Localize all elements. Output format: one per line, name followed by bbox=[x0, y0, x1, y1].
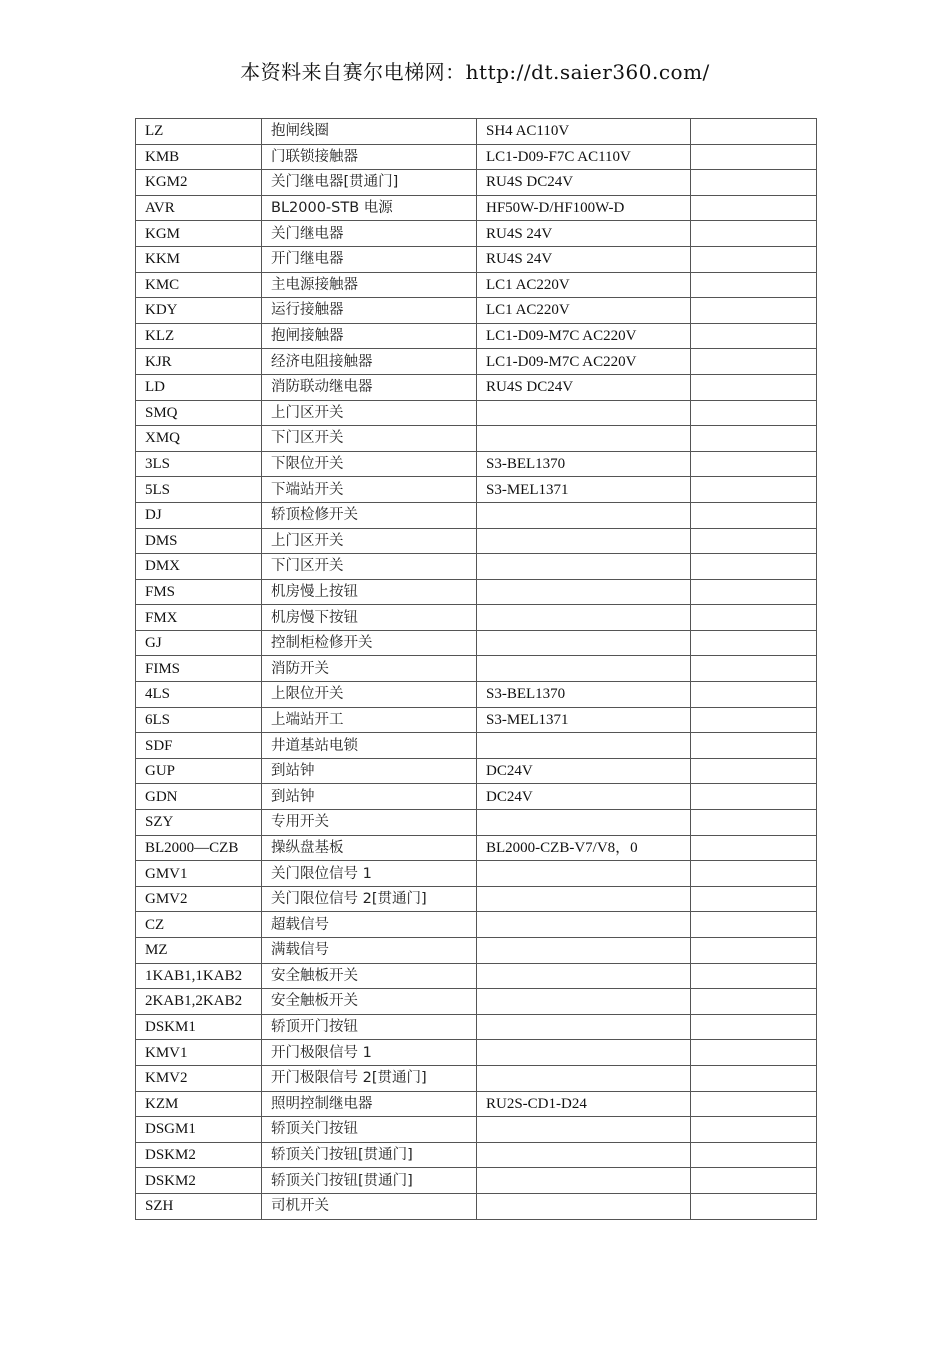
table-row bbox=[136, 221, 817, 247]
table-row bbox=[136, 1142, 817, 1168]
cell-note bbox=[691, 912, 817, 938]
cell-name: 轿顶关门按钮 bbox=[262, 1117, 477, 1143]
table-row bbox=[136, 1040, 817, 1066]
cell-code: KLZ bbox=[136, 323, 262, 349]
table-row bbox=[136, 502, 817, 528]
cell-code: DJ bbox=[136, 502, 262, 528]
cell-name: 下端站开关 bbox=[262, 477, 477, 503]
cell-name: BL2000-STB 电源 bbox=[262, 195, 477, 221]
cell-spec bbox=[477, 1014, 691, 1040]
cell-code: GDN bbox=[136, 784, 262, 810]
cell-spec: RU4S 24V bbox=[477, 246, 691, 272]
cell-note bbox=[691, 170, 817, 196]
cell-name: 安全触板开关 bbox=[262, 989, 477, 1015]
cell-name: 司机开关 bbox=[262, 1193, 477, 1219]
table-row bbox=[136, 1091, 817, 1117]
cell-name: 关门继电器[贯通门] bbox=[262, 170, 477, 196]
cell-note bbox=[691, 451, 817, 477]
cell-name: 轿顶关门按钮[贯通门] bbox=[262, 1168, 477, 1194]
cell-name: 到站钟 bbox=[262, 784, 477, 810]
cell-spec bbox=[477, 554, 691, 580]
table-row bbox=[136, 1014, 817, 1040]
cell-name: 照明控制继电器 bbox=[262, 1091, 477, 1117]
cell-code: SMQ bbox=[136, 400, 262, 426]
table-row bbox=[136, 272, 817, 298]
cell-code: DSKM2 bbox=[136, 1168, 262, 1194]
cell-code: BL2000—CZB bbox=[136, 835, 262, 861]
cell-code: 3LS bbox=[136, 451, 262, 477]
cell-spec bbox=[477, 1040, 691, 1066]
cell-spec: SH4 AC110V bbox=[477, 119, 691, 145]
cell-name: 井道基站电锁 bbox=[262, 733, 477, 759]
cell-name: 运行接触器 bbox=[262, 298, 477, 324]
cell-spec: RU2S-CD1-D24 bbox=[477, 1091, 691, 1117]
cell-name: 开门继电器 bbox=[262, 246, 477, 272]
table-row bbox=[136, 298, 817, 324]
cell-note bbox=[691, 195, 817, 221]
cell-name: 抱闸接触器 bbox=[262, 323, 477, 349]
cell-note bbox=[691, 221, 817, 247]
cell-code: DSKM1 bbox=[136, 1014, 262, 1040]
cell-note bbox=[691, 989, 817, 1015]
cell-spec bbox=[477, 528, 691, 554]
table-row bbox=[136, 246, 817, 272]
table-row bbox=[136, 938, 817, 964]
table-row bbox=[136, 144, 817, 170]
cell-spec: RU4S DC24V bbox=[477, 170, 691, 196]
table-row bbox=[136, 963, 817, 989]
cell-spec: RU4S 24V bbox=[477, 221, 691, 247]
cell-spec: S3-MEL1371 bbox=[477, 707, 691, 733]
cell-code: FMS bbox=[136, 579, 262, 605]
cell-spec: LC1-D09-F7C AC110V bbox=[477, 144, 691, 170]
cell-spec bbox=[477, 605, 691, 631]
cell-spec: HF50W-D/HF100W-D bbox=[477, 195, 691, 221]
cell-note bbox=[691, 1193, 817, 1219]
cell-spec bbox=[477, 1168, 691, 1194]
cell-code: SDF bbox=[136, 733, 262, 759]
cell-spec bbox=[477, 630, 691, 656]
cell-code: 4LS bbox=[136, 682, 262, 708]
cell-code: GMV2 bbox=[136, 886, 262, 912]
cell-code: GUP bbox=[136, 758, 262, 784]
cell-name: 超载信号 bbox=[262, 912, 477, 938]
cell-spec: DC24V bbox=[477, 758, 691, 784]
cell-name: 满载信号 bbox=[262, 938, 477, 964]
table-row bbox=[136, 119, 817, 145]
cell-note bbox=[691, 298, 817, 324]
cell-name: 开门极限信号 1 bbox=[262, 1040, 477, 1066]
cell-name: 安全触板开关 bbox=[262, 963, 477, 989]
table-row bbox=[136, 528, 817, 554]
cell-spec bbox=[477, 989, 691, 1015]
cell-name: 上门区开关 bbox=[262, 528, 477, 554]
cell-name: 关门继电器 bbox=[262, 221, 477, 247]
cell-code: MZ bbox=[136, 938, 262, 964]
cell-code: SZY bbox=[136, 810, 262, 836]
cell-spec bbox=[477, 400, 691, 426]
table-row bbox=[136, 810, 817, 836]
cell-name: 下门区开关 bbox=[262, 554, 477, 580]
cell-spec bbox=[477, 861, 691, 887]
cell-spec: LC1 AC220V bbox=[477, 298, 691, 324]
cell-spec bbox=[477, 1193, 691, 1219]
cell-note bbox=[691, 528, 817, 554]
cell-code: 5LS bbox=[136, 477, 262, 503]
cell-spec bbox=[477, 733, 691, 759]
cell-note bbox=[691, 682, 817, 708]
cell-note bbox=[691, 323, 817, 349]
table-row bbox=[136, 451, 817, 477]
cell-note bbox=[691, 707, 817, 733]
cell-note bbox=[691, 963, 817, 989]
component-table-container bbox=[135, 118, 816, 1220]
table-row bbox=[136, 656, 817, 682]
cell-note bbox=[691, 1014, 817, 1040]
cell-code: KGM2 bbox=[136, 170, 262, 196]
cell-code: LZ bbox=[136, 119, 262, 145]
cell-name: 主电源接触器 bbox=[262, 272, 477, 298]
cell-code: GJ bbox=[136, 630, 262, 656]
cell-name: 上限位开关 bbox=[262, 682, 477, 708]
cell-note bbox=[691, 1168, 817, 1194]
cell-spec: S3-BEL1370 bbox=[477, 451, 691, 477]
cell-note bbox=[691, 1142, 817, 1168]
cell-name: 抱闸线圈 bbox=[262, 119, 477, 145]
table-row bbox=[136, 784, 817, 810]
table-row bbox=[136, 554, 817, 580]
cell-spec bbox=[477, 1065, 691, 1091]
cell-code: GMV1 bbox=[136, 861, 262, 887]
page-header-source bbox=[0, 56, 950, 85]
cell-name: 专用开关 bbox=[262, 810, 477, 836]
cell-code: LD bbox=[136, 374, 262, 400]
table-row bbox=[136, 400, 817, 426]
cell-code: FIMS bbox=[136, 656, 262, 682]
cell-note bbox=[691, 656, 817, 682]
cell-code: CZ bbox=[136, 912, 262, 938]
cell-note bbox=[691, 119, 817, 145]
table-row bbox=[136, 912, 817, 938]
cell-spec bbox=[477, 426, 691, 452]
cell-code: 2KAB1,2KAB2 bbox=[136, 989, 262, 1015]
cell-spec bbox=[477, 963, 691, 989]
table-row bbox=[136, 682, 817, 708]
table-row bbox=[136, 323, 817, 349]
cell-code: KKM bbox=[136, 246, 262, 272]
cell-name: 机房慢上按钮 bbox=[262, 579, 477, 605]
cell-name: 机房慢下按钮 bbox=[262, 605, 477, 631]
table-row bbox=[136, 1117, 817, 1143]
cell-spec: DC24V bbox=[477, 784, 691, 810]
cell-name: 轿顶关门按钮[贯通门] bbox=[262, 1142, 477, 1168]
cell-code: SZH bbox=[136, 1193, 262, 1219]
cell-note bbox=[691, 784, 817, 810]
cell-spec bbox=[477, 938, 691, 964]
cell-code: KMB bbox=[136, 144, 262, 170]
cell-spec bbox=[477, 1117, 691, 1143]
cell-note bbox=[691, 246, 817, 272]
table-row bbox=[136, 374, 817, 400]
cell-note bbox=[691, 630, 817, 656]
table-row bbox=[136, 426, 817, 452]
cell-name: 下门区开关 bbox=[262, 426, 477, 452]
cell-name: 到站钟 bbox=[262, 758, 477, 784]
table-row bbox=[136, 1065, 817, 1091]
cell-name: 下限位开关 bbox=[262, 451, 477, 477]
cell-note bbox=[691, 554, 817, 580]
cell-note bbox=[691, 605, 817, 631]
cell-note bbox=[691, 1117, 817, 1143]
cell-code: DSKM2 bbox=[136, 1142, 262, 1168]
cell-name: 消防开关 bbox=[262, 656, 477, 682]
table-row bbox=[136, 835, 817, 861]
cell-name: 开门极限信号 2[贯通门] bbox=[262, 1065, 477, 1091]
cell-note bbox=[691, 374, 817, 400]
cell-name: 经济电阻接触器 bbox=[262, 349, 477, 375]
table-row bbox=[136, 349, 817, 375]
table-row bbox=[136, 733, 817, 759]
cell-name: 轿顶检修开关 bbox=[262, 502, 477, 528]
table-row bbox=[136, 861, 817, 887]
cell-spec: S3-MEL1371 bbox=[477, 477, 691, 503]
table-row bbox=[136, 758, 817, 784]
cell-code: KJR bbox=[136, 349, 262, 375]
cell-spec: LC1-D09-M7C AC220V bbox=[477, 323, 691, 349]
cell-spec: LC1-D09-M7C AC220V bbox=[477, 349, 691, 375]
cell-note bbox=[691, 502, 817, 528]
cell-spec bbox=[477, 502, 691, 528]
cell-code: KDY bbox=[136, 298, 262, 324]
cell-note bbox=[691, 938, 817, 964]
cell-note bbox=[691, 400, 817, 426]
cell-code: FMX bbox=[136, 605, 262, 631]
cell-note bbox=[691, 886, 817, 912]
table-row bbox=[136, 605, 817, 631]
cell-note bbox=[691, 810, 817, 836]
table-row bbox=[136, 579, 817, 605]
cell-note bbox=[691, 1065, 817, 1091]
cell-name: 控制柜检修开关 bbox=[262, 630, 477, 656]
cell-code: KZM bbox=[136, 1091, 262, 1117]
cell-note bbox=[691, 579, 817, 605]
cell-spec bbox=[477, 656, 691, 682]
cell-code: AVR bbox=[136, 195, 262, 221]
cell-note bbox=[691, 1091, 817, 1117]
table-row bbox=[136, 477, 817, 503]
cell-code: XMQ bbox=[136, 426, 262, 452]
cell-note bbox=[691, 733, 817, 759]
cell-name: 上门区开关 bbox=[262, 400, 477, 426]
component-table bbox=[135, 118, 817, 1220]
cell-name: 关门限位信号 1 bbox=[262, 861, 477, 887]
cell-spec: LC1 AC220V bbox=[477, 272, 691, 298]
cell-note bbox=[691, 758, 817, 784]
cell-name: 消防联动继电器 bbox=[262, 374, 477, 400]
cell-name: 关门限位信号 2[贯通门] bbox=[262, 886, 477, 912]
cell-code: DSGM1 bbox=[136, 1117, 262, 1143]
cell-code: KGM bbox=[136, 221, 262, 247]
cell-note bbox=[691, 144, 817, 170]
cell-spec bbox=[477, 579, 691, 605]
cell-note bbox=[691, 835, 817, 861]
cell-note bbox=[691, 861, 817, 887]
cell-name: 门联锁接触器 bbox=[262, 144, 477, 170]
cell-name: 操纵盘基板 bbox=[262, 835, 477, 861]
cell-spec: S3-BEL1370 bbox=[477, 682, 691, 708]
cell-note bbox=[691, 349, 817, 375]
cell-note bbox=[691, 272, 817, 298]
cell-code: DMX bbox=[136, 554, 262, 580]
cell-spec bbox=[477, 1142, 691, 1168]
cell-spec bbox=[477, 886, 691, 912]
cell-note bbox=[691, 426, 817, 452]
source-text: 本资料来自赛尔电梯网：http://dt.saier360.com/ bbox=[240, 60, 710, 84]
cell-code: 1KAB1,1KAB2 bbox=[136, 963, 262, 989]
table-row bbox=[136, 1193, 817, 1219]
table-row bbox=[136, 1168, 817, 1194]
cell-name: 上端站开工 bbox=[262, 707, 477, 733]
component-table-body bbox=[136, 119, 817, 1220]
cell-note bbox=[691, 1040, 817, 1066]
table-row bbox=[136, 989, 817, 1015]
cell-code: 6LS bbox=[136, 707, 262, 733]
table-row bbox=[136, 707, 817, 733]
table-row bbox=[136, 170, 817, 196]
table-row bbox=[136, 630, 817, 656]
cell-spec bbox=[477, 912, 691, 938]
cell-name: 轿顶开门按钮 bbox=[262, 1014, 477, 1040]
cell-code: KMV1 bbox=[136, 1040, 262, 1066]
cell-spec: RU4S DC24V bbox=[477, 374, 691, 400]
cell-code: KMV2 bbox=[136, 1065, 262, 1091]
table-row bbox=[136, 195, 817, 221]
cell-code: KMC bbox=[136, 272, 262, 298]
cell-note bbox=[691, 477, 817, 503]
cell-spec bbox=[477, 810, 691, 836]
cell-code: DMS bbox=[136, 528, 262, 554]
table-row bbox=[136, 886, 817, 912]
cell-spec: BL2000-CZB-V7/V8，0 bbox=[477, 835, 691, 861]
